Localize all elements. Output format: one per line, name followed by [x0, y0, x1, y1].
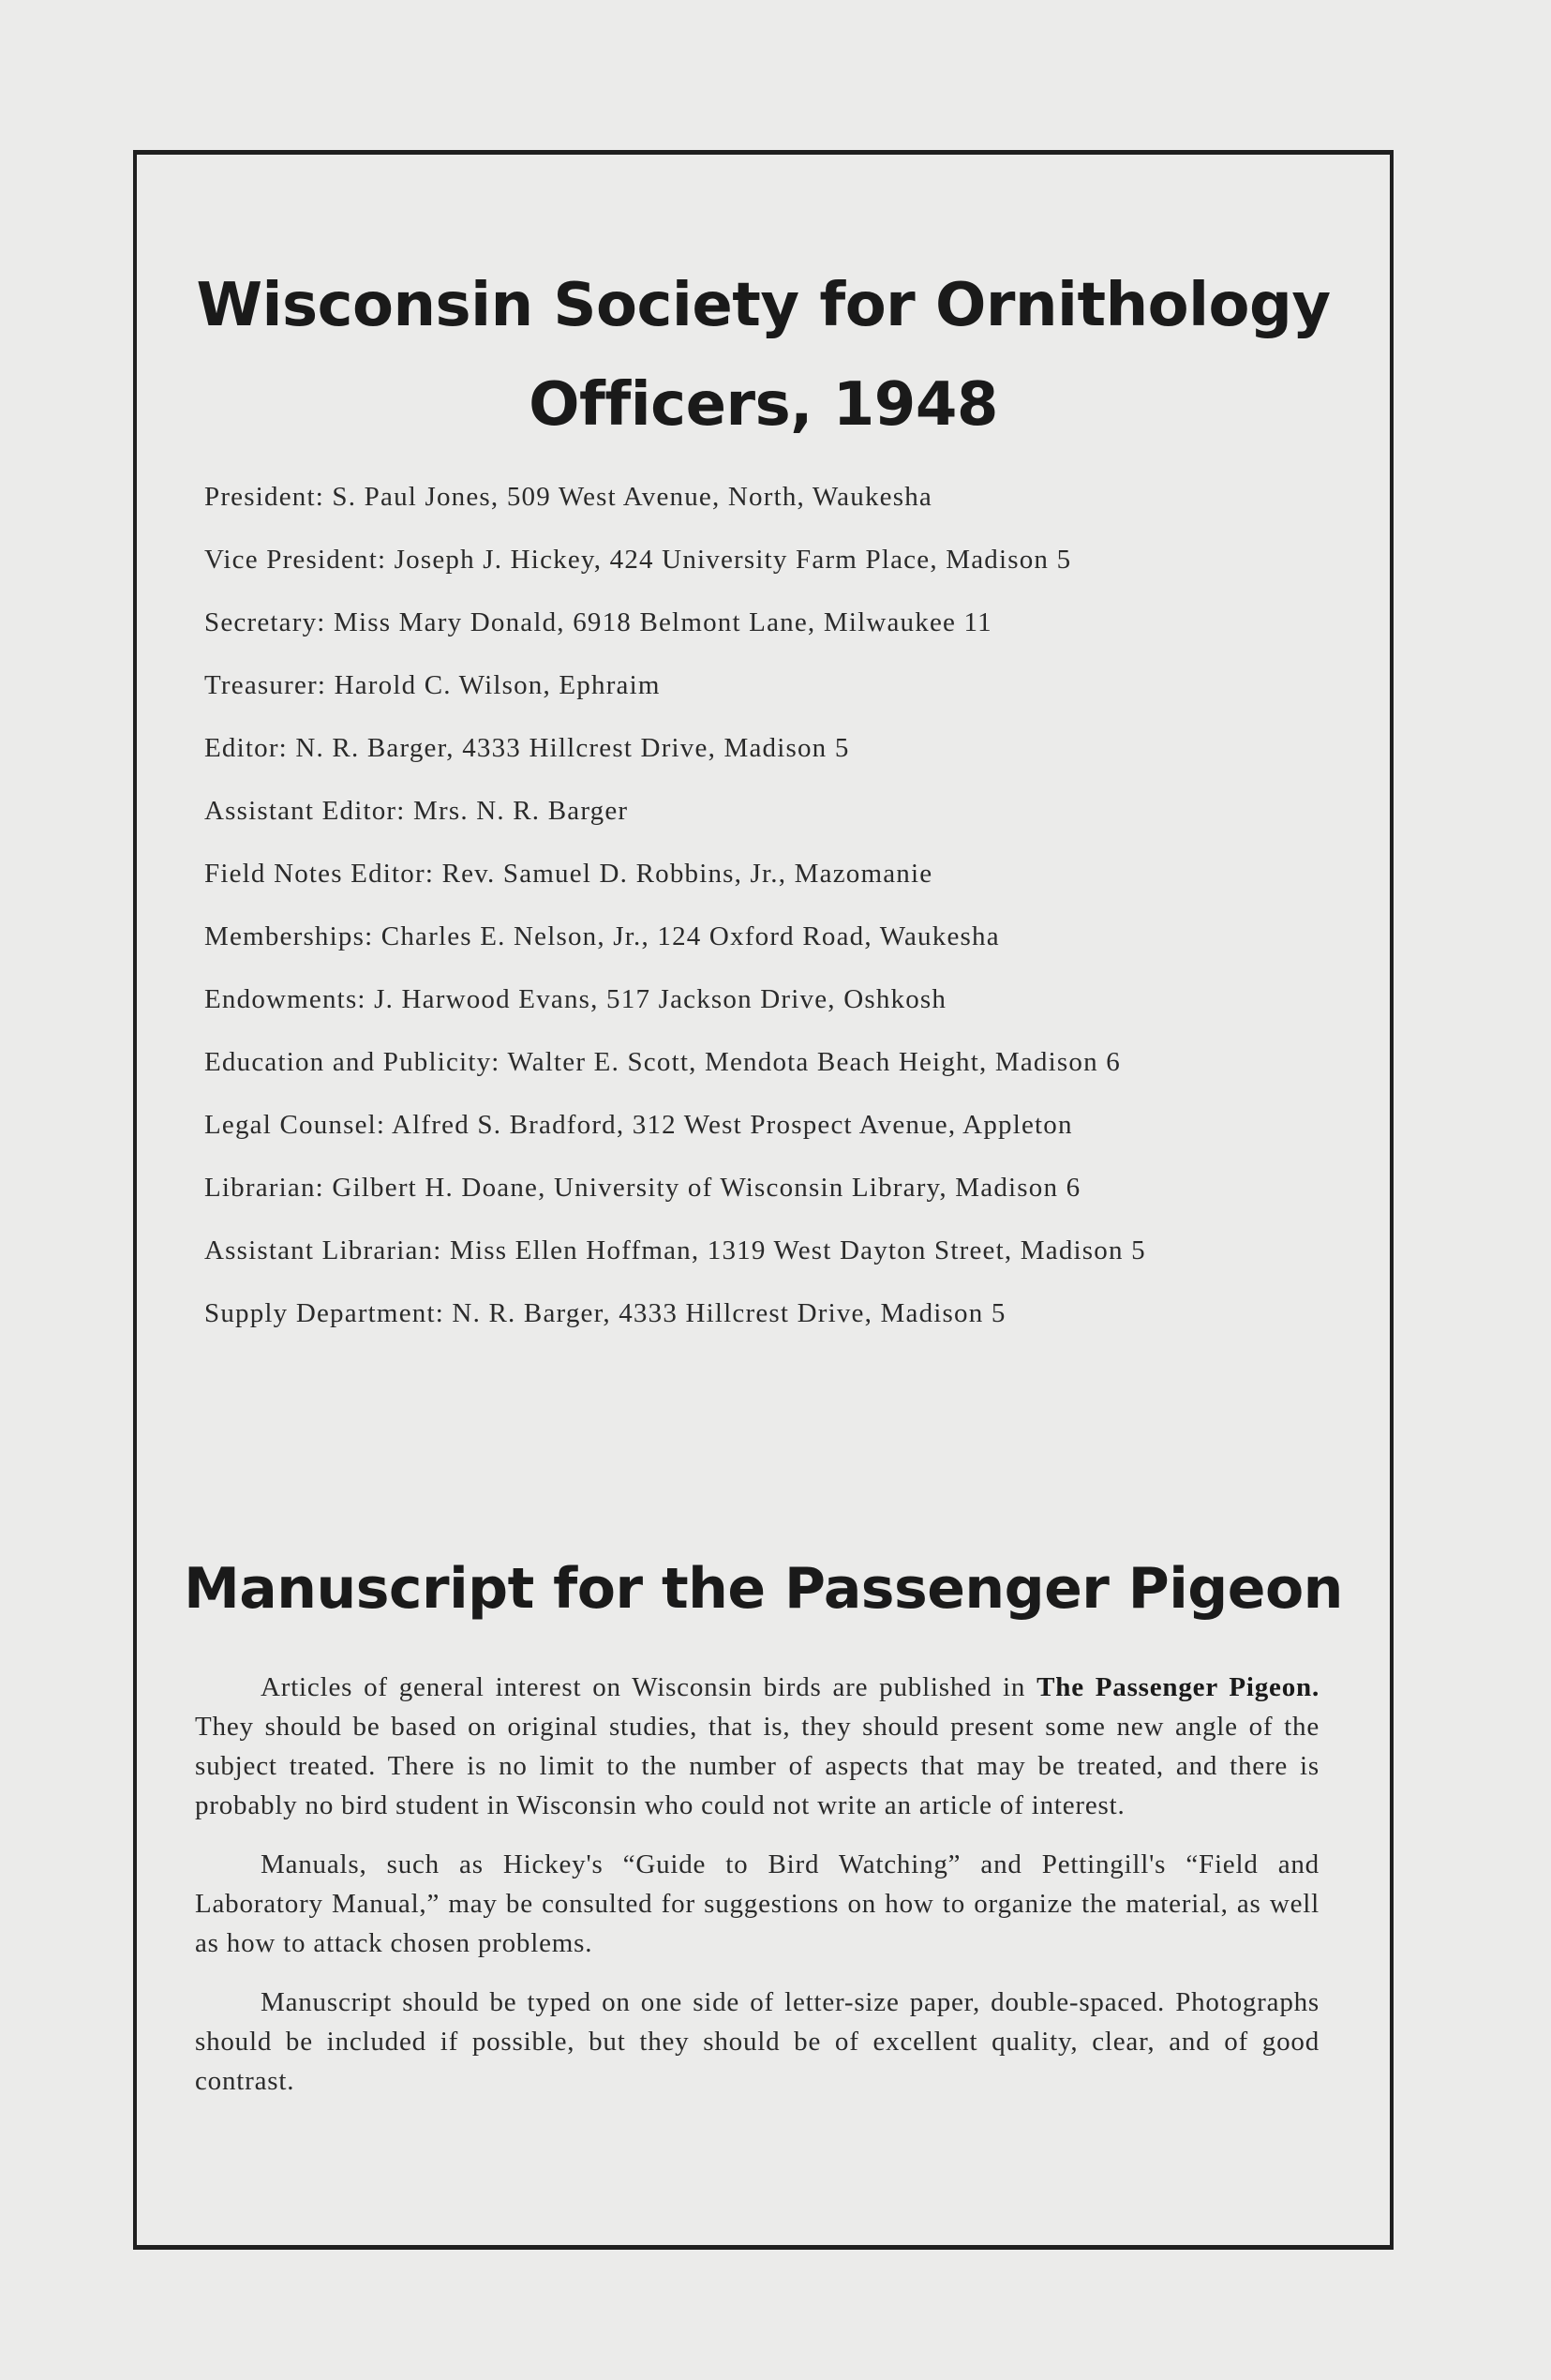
officer-president: President: S. Paul Jones, 509 West Avenue, North, Waukesha [204, 482, 932, 512]
officer-assistant-librarian: Assistant Librarian: Miss Ellen Hoffman, 1319 West Dayton Street, Madison 5 [204, 1235, 1146, 1265]
officer-education-publicity: Education and Publicity: Walter E. Scott, Mendota Beach Height, Madison 6 [204, 1047, 1121, 1077]
officer-assistant-editor: Assistant Editor: Mrs. N. R. Barger [204, 796, 629, 826]
page-border-frame [133, 150, 1394, 2250]
manuscript-body [195, 1668, 1320, 2120]
manuscript-paragraph-2: Manuals, such as Hickey's “Guide to Bird Watching” and Pettingill's “Field and Laboratory Manual,” may be consulted for suggestions on how to organize the material, as well as how to attack chosen problems. [195, 1849, 1320, 1958]
journal-name: The Passenger Pigeon. [1036, 1672, 1320, 1702]
officer-editor: Editor: N. R. Barger, 4333 Hillcrest Drive, Madison 5 [204, 733, 850, 763]
officers-list [204, 466, 1376, 1345]
paragraph-1-end: They should be based on original studies, that is, they should present some new angle of the subject treated. There is no limit to the number of aspects that may be treated, and there is probably no bird student in Wisconsin who could not write an article of interest. [195, 1712, 1320, 1820]
officer-treasurer: Treasurer: Harold C. Wilson, Ephraim [204, 670, 661, 700]
manuscript-paragraph-3: Manuscript should be typed on one side of letter-size paper, double-spaced. Photographs should be included if possible, but they should be of excellent quality, clear, and of good contrast. [195, 1987, 1320, 2096]
officer-memberships: Memberships: Charles E. Nelson, Jr., 124 Oxford Road, Waukesha [204, 921, 1000, 951]
society-title: Wisconsin Society for Ornithology [196, 271, 1331, 340]
officer-field-notes-editor: Field Notes Editor: Rev. Samuel D. Robbins, Jr., Mazomanie [204, 859, 933, 889]
paragraph-1-start: Articles of general interest on Wisconsin birds are published in [261, 1672, 1026, 1702]
manuscript-paragraph-1 [195, 1668, 1320, 1825]
officer-vice-president: Vice President: Joseph J. Hickey, 424 University Farm Place, Madison 5 [204, 545, 1072, 575]
officers-heading: Officers, 1948 [529, 370, 998, 440]
officer-librarian: Librarian: Gilbert H. Doane, University of Wisconsin Library, Madison 6 [204, 1173, 1081, 1203]
officer-supply-department: Supply Department: N. R. Barger, 4333 Hillcrest Drive, Madison 5 [204, 1298, 1007, 1328]
manuscript-heading: Manuscript for the Passenger Pigeon [184, 1556, 1343, 1622]
officer-endowments: Endowments: J. Harwood Evans, 517 Jackson Drive, Oshkosh [204, 984, 947, 1014]
officer-legal-counsel: Legal Counsel: Alfred S. Bradford, 312 West Prospect Avenue, Appleton [204, 1110, 1073, 1140]
officer-secretary: Secretary: Miss Mary Donald, 6918 Belmont Lane, Milwaukee 11 [204, 607, 992, 637]
